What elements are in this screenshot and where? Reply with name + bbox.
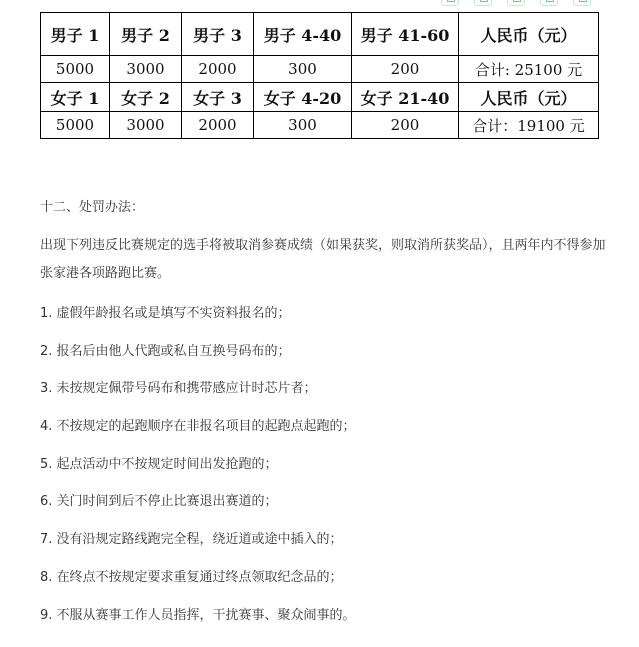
table-cell: 200 [352,112,459,139]
table-header-cell: 男子 3 [182,13,254,56]
rule-item: 8. 在终点不按规定要求重复通过终点领取纪念品的； [40,570,343,585]
table-cell: 3000 [110,56,182,83]
table-header-cell: 男子 1 [41,13,110,56]
rule-item: 3. 未按规定佩带号码布和携带感应计时芯片者； [40,381,317,396]
table-header-cell: 女子 4-20 [254,83,352,112]
rule-item: 5. 起点活动中不按规定时间出发抢跑的； [40,457,278,472]
table-header-cell: 女子 21-40 [352,83,459,112]
table-header-cell: 男子 2 [110,13,182,56]
table-header-cell: 女子 2 [110,83,182,112]
table-header-cell: 男子 4-40 [254,13,352,56]
table-header-cell: 男子 41-60 [352,13,459,56]
editor-toolbar [437,0,597,8]
table-cell: 300 [254,112,352,139]
rule-item: 2. 报名后由他人代跑或私自互换号码布的； [40,344,291,359]
rule-item: 9. 不服从赛事工作人员指挥，干扰赛事、聚众闹事的。 [40,608,356,623]
rule-item: 6. 关门时间到后不停止比赛退出赛道的； [40,494,278,509]
toolbar-icon[interactable] [474,0,492,6]
table-cell: 3000 [110,112,182,139]
prize-money-table [40,12,599,139]
male-value-row [41,56,599,83]
toolbar-icon[interactable] [441,0,459,6]
table-cell: 200 [352,56,459,83]
table-cell: 2000 [182,112,254,139]
toolbar-icon[interactable] [540,0,558,6]
male-header-row [41,13,599,56]
rule-item: 7. 没有沿规定路线跑完全程，绕近道或途中插入的； [40,532,343,547]
rule-item: 1. 虚假年龄报名或是填写不实资料报名的； [40,306,291,321]
toolbar-icon[interactable] [573,0,591,6]
table-header-cell: 人民币（元） [459,13,599,56]
rule-item: 4. 不按规定的起跑顺序在非报名项目的起跑点起跑的； [40,419,356,434]
female-value-row [41,112,599,139]
table-header-cell: 女子 1 [41,83,110,112]
table-cell: 300 [254,56,352,83]
table-cell: 5000 [41,56,110,83]
section-title: 十二、处罚办法： [40,200,145,215]
table-cell: 5000 [41,112,110,139]
table-cell: 2000 [182,56,254,83]
table-header-cell: 女子 3 [182,83,254,112]
female-header-row [41,83,599,112]
intro-paragraph: 出现下列违反比赛规定的选手将被取消参赛成绩（如果获奖，则取消所获奖品），且两年内不得参加张家港各项路跑比赛。 [40,238,606,281]
male-total-cell: 合计: 25100 元 [459,56,599,83]
toolbar-icon[interactable] [507,0,525,6]
female-total-cell: 合计：19100 元 [459,112,599,139]
table-header-cell: 人民币（元） [459,83,599,112]
